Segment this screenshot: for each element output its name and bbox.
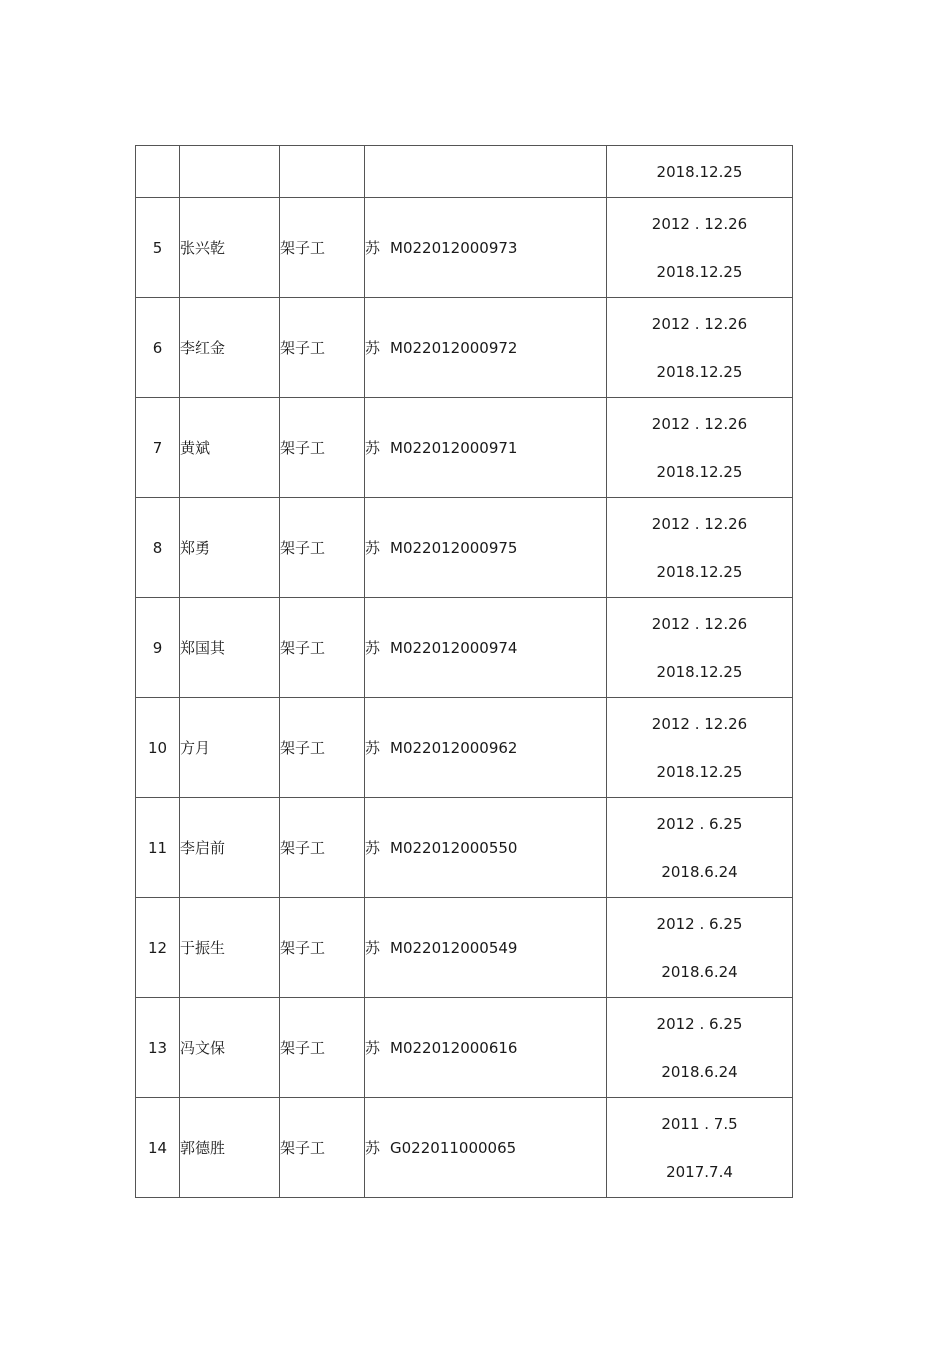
validity-period (607, 146, 793, 198)
worker-name: 李红金 (180, 298, 280, 398)
table-row (136, 398, 793, 498)
worker-name: 于振生 (180, 898, 280, 998)
certificate-code: M022012000971 (390, 439, 518, 457)
certificate-number (365, 598, 607, 698)
valid-until: 2018.6.24 (661, 862, 738, 881)
row-number: 14 (136, 1098, 180, 1198)
certificate-number (365, 198, 607, 298)
certificate-prefix: 苏 (365, 1139, 381, 1157)
worker-name (180, 146, 280, 198)
valid-from: 2012 . 12.26 (651, 614, 748, 633)
table-row (136, 998, 793, 1098)
valid-from: 2012 . 12.26 (651, 414, 748, 433)
table-row (136, 498, 793, 598)
valid-from: 2011 . 7.5 (661, 1114, 738, 1133)
certificate-code: G022011000065 (390, 1139, 517, 1157)
certificate-code: M022012000550 (390, 839, 518, 857)
row-number: 5 (136, 198, 180, 298)
row-number: 12 (136, 898, 180, 998)
valid-from: 2012 . 6.25 (656, 914, 743, 933)
valid-until: 2018.12.25 (656, 162, 743, 181)
certificate-prefix: 苏 (365, 239, 381, 257)
certificate-code: M022012000975 (390, 539, 518, 557)
validity-period (607, 698, 793, 798)
trade-type: 架子工 (280, 1098, 365, 1198)
certificate-prefix: 苏 (365, 539, 381, 557)
certificate-prefix: 苏 (365, 839, 381, 857)
worker-name: 冯文保 (180, 998, 280, 1098)
row-number: 6 (136, 298, 180, 398)
trade-type: 架子工 (280, 298, 365, 398)
certificate-number (365, 1098, 607, 1198)
valid-until: 2018.12.25 (656, 262, 743, 281)
certificate-prefix: 苏 (365, 1039, 381, 1057)
trade-type: 架子工 (280, 898, 365, 998)
valid-from: 2012 . 6.25 (656, 1014, 743, 1033)
certificate-code: M022012000972 (390, 339, 518, 357)
certificate-number (365, 798, 607, 898)
valid-until: 2018.12.25 (656, 362, 743, 381)
certificate-number (365, 498, 607, 598)
valid-until: 2018.12.25 (656, 662, 743, 681)
trade-type: 架子工 (280, 698, 365, 798)
table-row (136, 598, 793, 698)
validity-period (607, 798, 793, 898)
certificate-code: M022012000549 (390, 939, 518, 957)
row-number: 10 (136, 698, 180, 798)
trade-type: 架子工 (280, 498, 365, 598)
certificate-prefix: 苏 (365, 739, 381, 757)
valid-from: 2012 . 12.26 (651, 514, 748, 533)
row-number: 9 (136, 598, 180, 698)
valid-until: 2018.12.25 (656, 462, 743, 481)
validity-period (607, 598, 793, 698)
certificate-code: M022012000616 (390, 1039, 518, 1057)
table-row (136, 198, 793, 298)
row-number (136, 146, 180, 198)
certificate-number (365, 998, 607, 1098)
valid-until: 2018.12.25 (656, 562, 743, 581)
table-row (136, 898, 793, 998)
validity-period (607, 998, 793, 1098)
worker-name: 张兴乾 (180, 198, 280, 298)
trade-type (280, 146, 365, 198)
certificate-number (365, 398, 607, 498)
trade-type: 架子工 (280, 998, 365, 1098)
row-number: 11 (136, 798, 180, 898)
valid-until: 2017.7.4 (666, 1162, 733, 1181)
certificate-code: M022012000962 (390, 739, 518, 757)
validity-period (607, 1098, 793, 1198)
table-row (136, 1098, 793, 1198)
certificate-prefix: 苏 (365, 439, 381, 457)
certificate-number (365, 898, 607, 998)
table-row (136, 698, 793, 798)
valid-from: 2012 . 12.26 (651, 714, 748, 733)
validity-period (607, 498, 793, 598)
row-number: 8 (136, 498, 180, 598)
validity-period (607, 198, 793, 298)
certificate-code: M022012000974 (390, 639, 518, 657)
table-row (136, 298, 793, 398)
valid-until: 2018.6.24 (661, 1062, 738, 1081)
valid-from: 2012 . 6.25 (656, 814, 743, 833)
valid-from: 2012 . 12.26 (651, 214, 748, 233)
certificate-number (365, 698, 607, 798)
certificate-number (365, 146, 607, 198)
worker-name: 郑国其 (180, 598, 280, 698)
worker-name: 郑勇 (180, 498, 280, 598)
valid-from: 2012 . 12.26 (651, 314, 748, 333)
worker-name: 方月 (180, 698, 280, 798)
certificate-prefix: 苏 (365, 339, 381, 357)
row-number: 7 (136, 398, 180, 498)
validity-period (607, 898, 793, 998)
trade-type: 架子工 (280, 798, 365, 898)
validity-period (607, 398, 793, 498)
certificate-prefix: 苏 (365, 939, 381, 957)
certificate-code: M022012000973 (390, 239, 518, 257)
certificate-number (365, 298, 607, 398)
trade-type: 架子工 (280, 198, 365, 298)
worker-name: 黄斌 (180, 398, 280, 498)
table-row (136, 146, 793, 198)
worker-certificate-table (135, 145, 793, 1198)
certificate-prefix: 苏 (365, 639, 381, 657)
worker-name: 李启前 (180, 798, 280, 898)
valid-until: 2018.6.24 (661, 962, 738, 981)
worker-name: 郭德胜 (180, 1098, 280, 1198)
trade-type: 架子工 (280, 598, 365, 698)
row-number: 13 (136, 998, 180, 1098)
valid-until: 2018.12.25 (656, 762, 743, 781)
table-row (136, 798, 793, 898)
validity-period (607, 298, 793, 398)
trade-type: 架子工 (280, 398, 365, 498)
